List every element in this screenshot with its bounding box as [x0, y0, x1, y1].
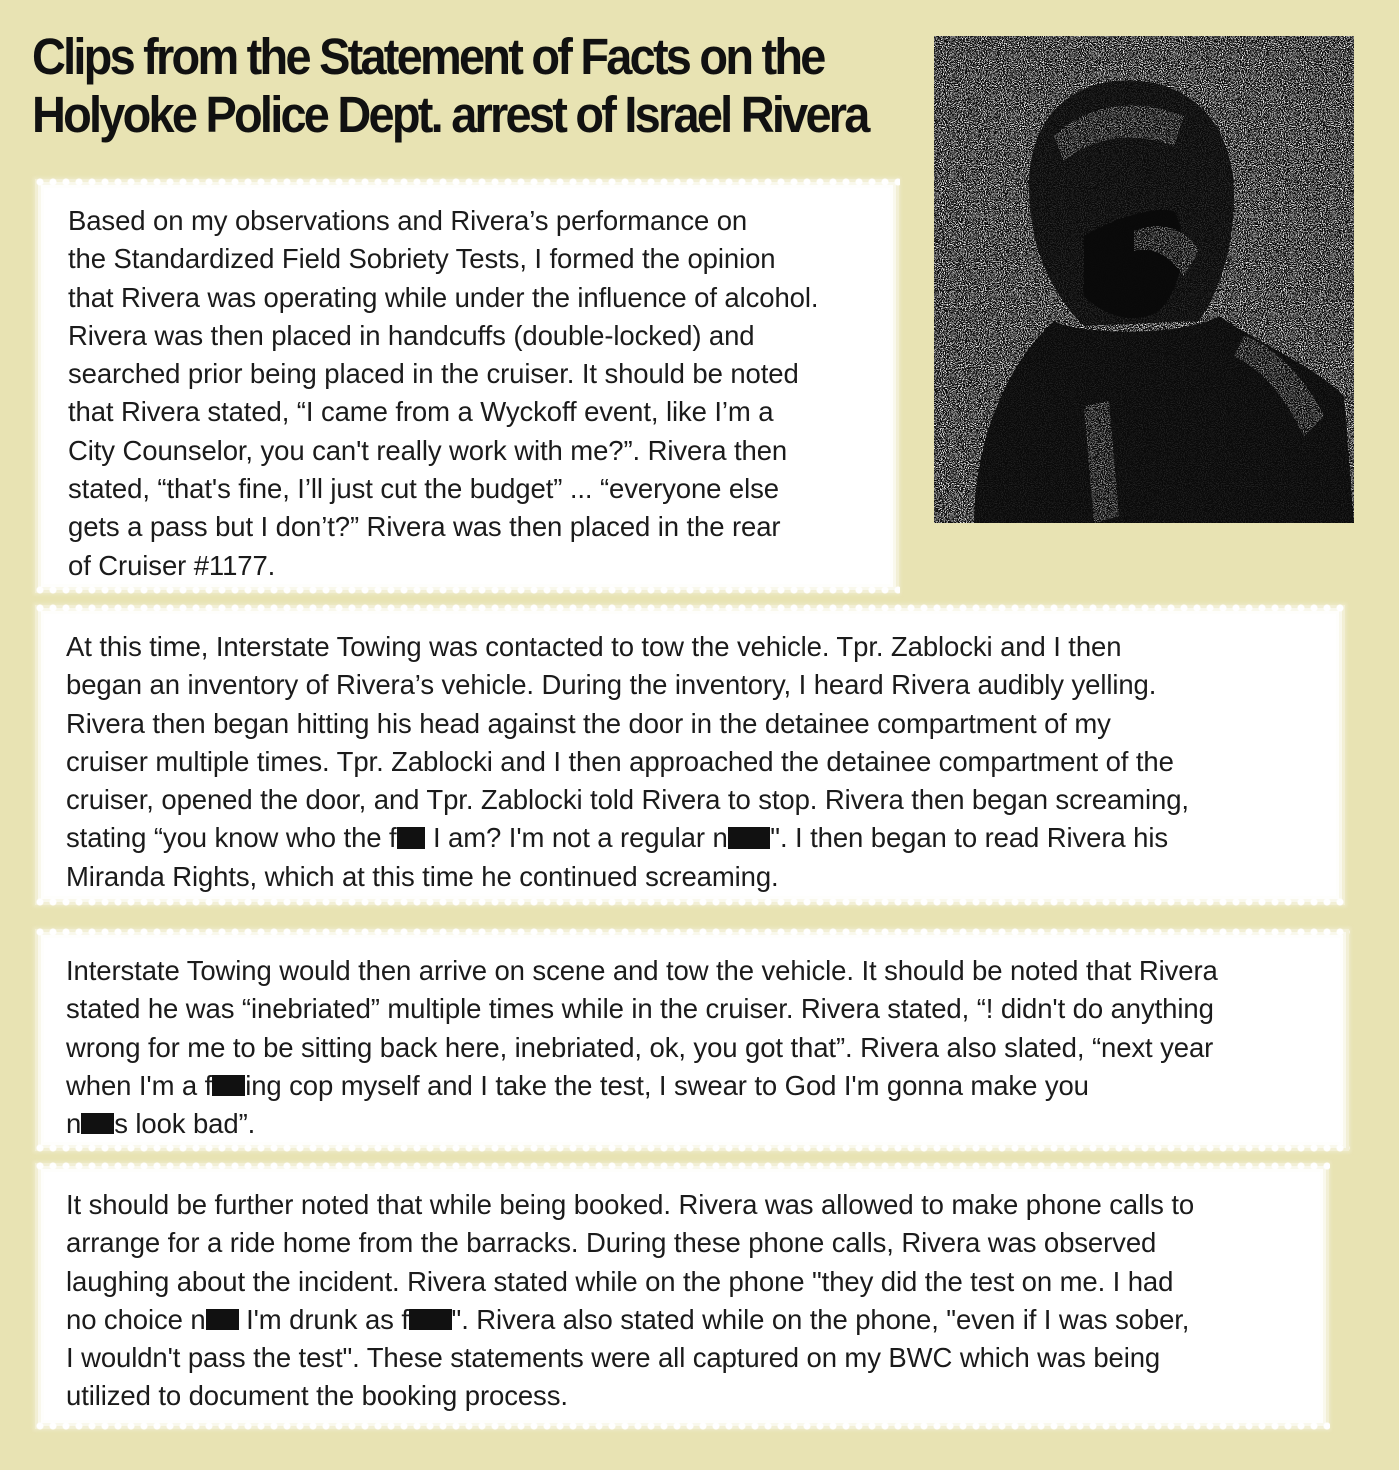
- clip-3-line: wrong for me to be sitting back here, inebriated, ok, you got that”. Rivera also slated, “next year: [66, 1031, 1214, 1063]
- clip-1: [44, 188, 890, 584]
- clip-2-line: began an inventory of Rivera’s vehicle. During the inventory, I heard Rivera audibly yelling.: [66, 669, 1157, 701]
- clip-4-text: [66, 1186, 1310, 1416]
- clip-3-line: when I'm a f: [66, 1069, 213, 1101]
- clip-1-line: gets a pass but I don’t?” Rivera was then placed in the rear: [68, 511, 781, 543]
- redaction-bar: [409, 1309, 452, 1330]
- clip-2-line: ". I then began to read Rivera his: [770, 822, 1169, 854]
- clip-1-line: that Rivera was operating while under the influence of alcohol.: [68, 281, 819, 313]
- clip-4-line: utilized to document the booking process.: [66, 1380, 568, 1412]
- clip-1-line: that Rivera stated, “I came from a Wyckoff event, like I’m a: [68, 396, 774, 428]
- clip-1-line: Based on my observations and Rivera’s performance on: [68, 205, 748, 236]
- clip-1-line: the Standardized Field Sobriety Tests, I formed the opinion: [68, 243, 776, 275]
- clip-4-line: no choice n: [66, 1303, 206, 1335]
- clip-3-line: s look bad”.: [114, 1108, 256, 1140]
- clip-2-line: cruiser multiple times. Tpr. Zablocki and I then approached the detainee compartment of the: [66, 745, 1174, 777]
- redaction-bar: [206, 1309, 239, 1330]
- headline-line-2: Holyoke Police Dept. arrest of Israel Rivera: [32, 86, 868, 143]
- clip-2-line: Miranda Rights, which at this time he continued screaming.: [66, 860, 779, 892]
- clip-1-line: City Counselor, you can't really work with me?”. Rivera then: [68, 434, 788, 466]
- clip-4-line: I wouldn't pass the test". These statements were all captured on my BWC which was being: [66, 1342, 1161, 1374]
- clip-3-text: [66, 952, 1330, 1143]
- mugshot-image: [934, 36, 1354, 523]
- clip-3: [44, 938, 1340, 1142]
- clip-1-line: stated, “that's fine, I’ll just cut the budget” ... “everyone else: [68, 473, 779, 505]
- clip-2-line: I am? I'm not a regular n: [425, 822, 728, 854]
- headline-line-1: Clips from the Statement of Facts on the: [32, 28, 824, 85]
- clip-4-line: arrange for a ride home from the barracks. During these phone calls, Rivera was observed: [66, 1227, 1157, 1259]
- clip-1-line: Rivera was then placed in handcuffs (double-locked) and: [68, 319, 755, 351]
- clip-1-line: searched prior being placed in the cruiser. It should be noted: [68, 358, 799, 390]
- redaction-bar: [728, 827, 771, 848]
- redaction-bar: [81, 1113, 114, 1134]
- clip-4: [44, 1172, 1320, 1420]
- clip-3-line: n: [66, 1108, 82, 1140]
- clip-3-line: ing cop myself and I take the test, I swear to God I'm gonna make you: [245, 1069, 1089, 1101]
- redaction-bar: [397, 827, 426, 848]
- clip-4-line: laughing about the incident. Rivera stated while on the phone "they did the test on me. I had: [66, 1265, 1174, 1297]
- headline: [32, 28, 868, 144]
- clip-3-line: stated he was “inebriated” multiple times while in the cruiser. Rivera stated, “! didn't do anything: [66, 993, 1214, 1025]
- clip-1-line: of Cruiser #1177.: [68, 549, 276, 581]
- mugshot-photo: [934, 36, 1354, 523]
- clip-1-text: [68, 202, 880, 585]
- redaction-bar: [212, 1075, 245, 1096]
- clip-4-line: It should be further noted that while being booked. Rivera was allowed to make phone calls to: [66, 1189, 1195, 1220]
- clip-2-text: [66, 628, 1326, 896]
- clip-4-line: I'm drunk as f: [238, 1303, 409, 1335]
- clip-2-line: stating “you know who the f: [66, 822, 397, 854]
- clip-2-line: Rivera then began hitting his head against the door in the detainee compartment of my: [66, 707, 1111, 739]
- clip-2-line: At this time, Interstate Towing was contacted to tow the vehicle. Tpr. Zablocki and I then: [66, 631, 1122, 662]
- clip-2: [44, 614, 1336, 896]
- clip-2-line: cruiser, opened the door, and Tpr. Zablocki told Rivera to stop. Rivera then began screaming,: [66, 784, 1189, 816]
- clip-3-line: Interstate Towing would then arrive on scene and tow the vehicle. It should be noted that Rivera: [66, 955, 1218, 986]
- clip-4-line: ". Rivera also stated while on the phone, "even if I was sober,: [451, 1303, 1190, 1335]
